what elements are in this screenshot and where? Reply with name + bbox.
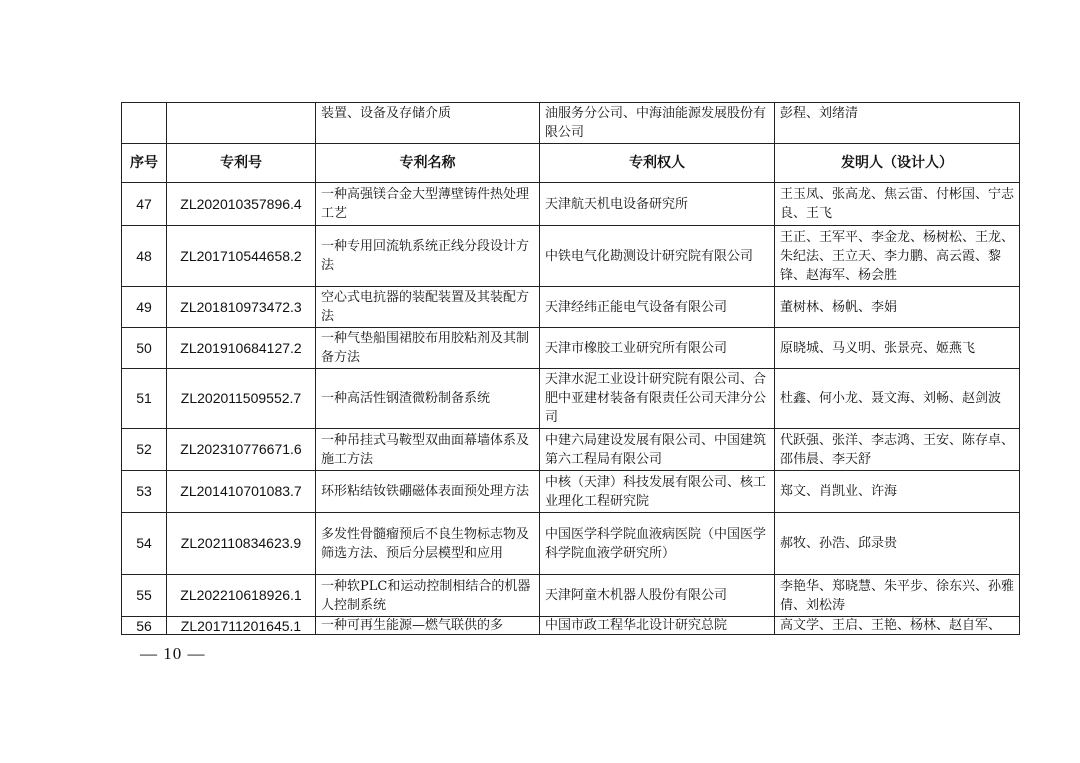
cell-patent-no: ZL202210618926.1 <box>167 575 316 617</box>
cell-seq: 54 <box>122 513 167 575</box>
cell-title: 一种吊挂式马鞍型双曲面幕墙体系及施工方法 <box>316 429 540 471</box>
cell-inventors: 郝牧、孙浩、邱录贵 <box>775 513 1020 575</box>
cell-seq: 49 <box>122 287 167 328</box>
cell-owner: 天津经纬正能电气设备有限公司 <box>540 287 775 328</box>
cell-owner: 中国医学科学院血液病医院（中国医学科学院血液学研究所） <box>540 513 775 575</box>
header-patent-no: 专利号 <box>167 144 316 183</box>
cell-inventors: 杜鑫、何小龙、聂文海、刘畅、赵剑波 <box>775 369 1020 429</box>
table-row <box>122 513 1020 575</box>
cell-seq: 56 <box>122 617 167 635</box>
cell-inventors: 彭程、刘绪清 <box>775 103 1020 144</box>
cell-patent-no: ZL202011509552.7 <box>167 369 316 429</box>
cell-seq <box>122 103 167 144</box>
cell-inventors: 代跃强、张洋、李志鸿、王安、陈存卓、邵伟晨、李天舒 <box>775 429 1020 471</box>
table-row <box>122 471 1020 513</box>
cell-patent-no: ZL201810973472.3 <box>167 287 316 328</box>
cell-inventors: 王玉凤、张高龙、焦云雷、付彬国、宁志良、王飞 <box>775 183 1020 226</box>
cell-patent-no: ZL202310776671.6 <box>167 429 316 471</box>
cell-seq: 51 <box>122 369 167 429</box>
table-row <box>122 369 1020 429</box>
table-row <box>122 429 1020 471</box>
cell-inventors: 董树林、杨帆、李娟 <box>775 287 1020 328</box>
patent-table <box>121 102 1020 635</box>
cell-patent-no: ZL201410701083.7 <box>167 471 316 513</box>
cell-inventors: 原晓城、马义明、张景亮、姬燕飞 <box>775 328 1020 369</box>
cell-inventors: 高文学、王启、王艳、杨林、赵自军、 <box>775 617 1020 635</box>
cell-patent-no: ZL201710544658.2 <box>167 226 316 287</box>
header-title: 专利名称 <box>316 144 540 183</box>
page-number: — 10 — <box>140 644 206 663</box>
cell-owner: 天津水泥工业设计研究院有限公司、合肥中亚建材装备有限责任公司天津分公司 <box>540 369 775 429</box>
cell-title: 环形粘结钕铁硼磁体表面预处理方法 <box>316 471 540 513</box>
cell-inventors: 郑文、肖凯业、许海 <box>775 471 1020 513</box>
cell-title: 多发性骨髓瘤预后不良生物标志物及筛选方法、预后分层模型和应用 <box>316 513 540 575</box>
header-seq: 序号 <box>122 144 167 183</box>
cell-seq: 55 <box>122 575 167 617</box>
cell-owner: 中核（天津）科技发展有限公司、核工业理化工程研究院 <box>540 471 775 513</box>
cell-title: 一种高强镁合金大型薄壁铸件热处理工艺 <box>316 183 540 226</box>
cell-seq: 48 <box>122 226 167 287</box>
table-row <box>122 183 1020 226</box>
table-row <box>122 287 1020 328</box>
cell-inventors: 王正、王军平、李金龙、杨树松、王龙、朱纪法、王立天、李力鹏、高云霞、黎锋、赵海军、杨会胜 <box>775 226 1020 287</box>
cell-owner: 天津阿童木机器人股份有限公司 <box>540 575 775 617</box>
table-row <box>122 575 1020 617</box>
cell-owner: 油服务分公司、中海油能源发展股份有限公司 <box>540 103 775 144</box>
cell-title: 装置、设备及存储介质 <box>316 103 540 144</box>
cell-title: 空心式电抗器的装配装置及其装配方法 <box>316 287 540 328</box>
cell-owner: 中国市政工程华北设计研究总院 <box>540 617 775 635</box>
cell-title: 一种气垫船围裙胶布用胶粘剂及其制备方法 <box>316 328 540 369</box>
cell-seq: 50 <box>122 328 167 369</box>
table-row <box>122 328 1020 369</box>
cell-title: 一种软PLC和运动控制相结合的机器人控制系统 <box>316 575 540 617</box>
table-row <box>122 617 1020 635</box>
cell-patent-no: ZL202110834623.9 <box>167 513 316 575</box>
cell-title: 一种高活性钢渣微粉制备系统 <box>316 369 540 429</box>
table-row <box>122 226 1020 287</box>
cell-seq: 47 <box>122 183 167 226</box>
cell-patent-no: ZL201910684127.2 <box>167 328 316 369</box>
header-row <box>122 144 1020 183</box>
cell-seq: 53 <box>122 471 167 513</box>
cell-title: 一种专用回流轨系统正线分段设计方法 <box>316 226 540 287</box>
cell-owner: 天津市橡胶工业研究所有限公司 <box>540 328 775 369</box>
cell-owner: 中铁电气化勘测设计研究院有限公司 <box>540 226 775 287</box>
cell-owner: 天津航天机电设备研究所 <box>540 183 775 226</box>
cell-patent-no <box>167 103 316 144</box>
cell-owner: 中建六局建设发展有限公司、中国建筑第六工程局有限公司 <box>540 429 775 471</box>
cell-inventors: 李艳华、郑晓慧、朱平步、徐东兴、孙雅倩、刘松涛 <box>775 575 1020 617</box>
cell-title: 一种可再生能源—燃气联供的多 <box>316 617 540 635</box>
header-owner: 专利权人 <box>540 144 775 183</box>
header-inventors: 发明人（设计人） <box>775 144 1020 183</box>
cell-seq: 52 <box>122 429 167 471</box>
continuation-row <box>122 103 1020 144</box>
cell-patent-no: ZL202010357896.4 <box>167 183 316 226</box>
cell-patent-no: ZL201711201645.1 <box>167 617 316 635</box>
